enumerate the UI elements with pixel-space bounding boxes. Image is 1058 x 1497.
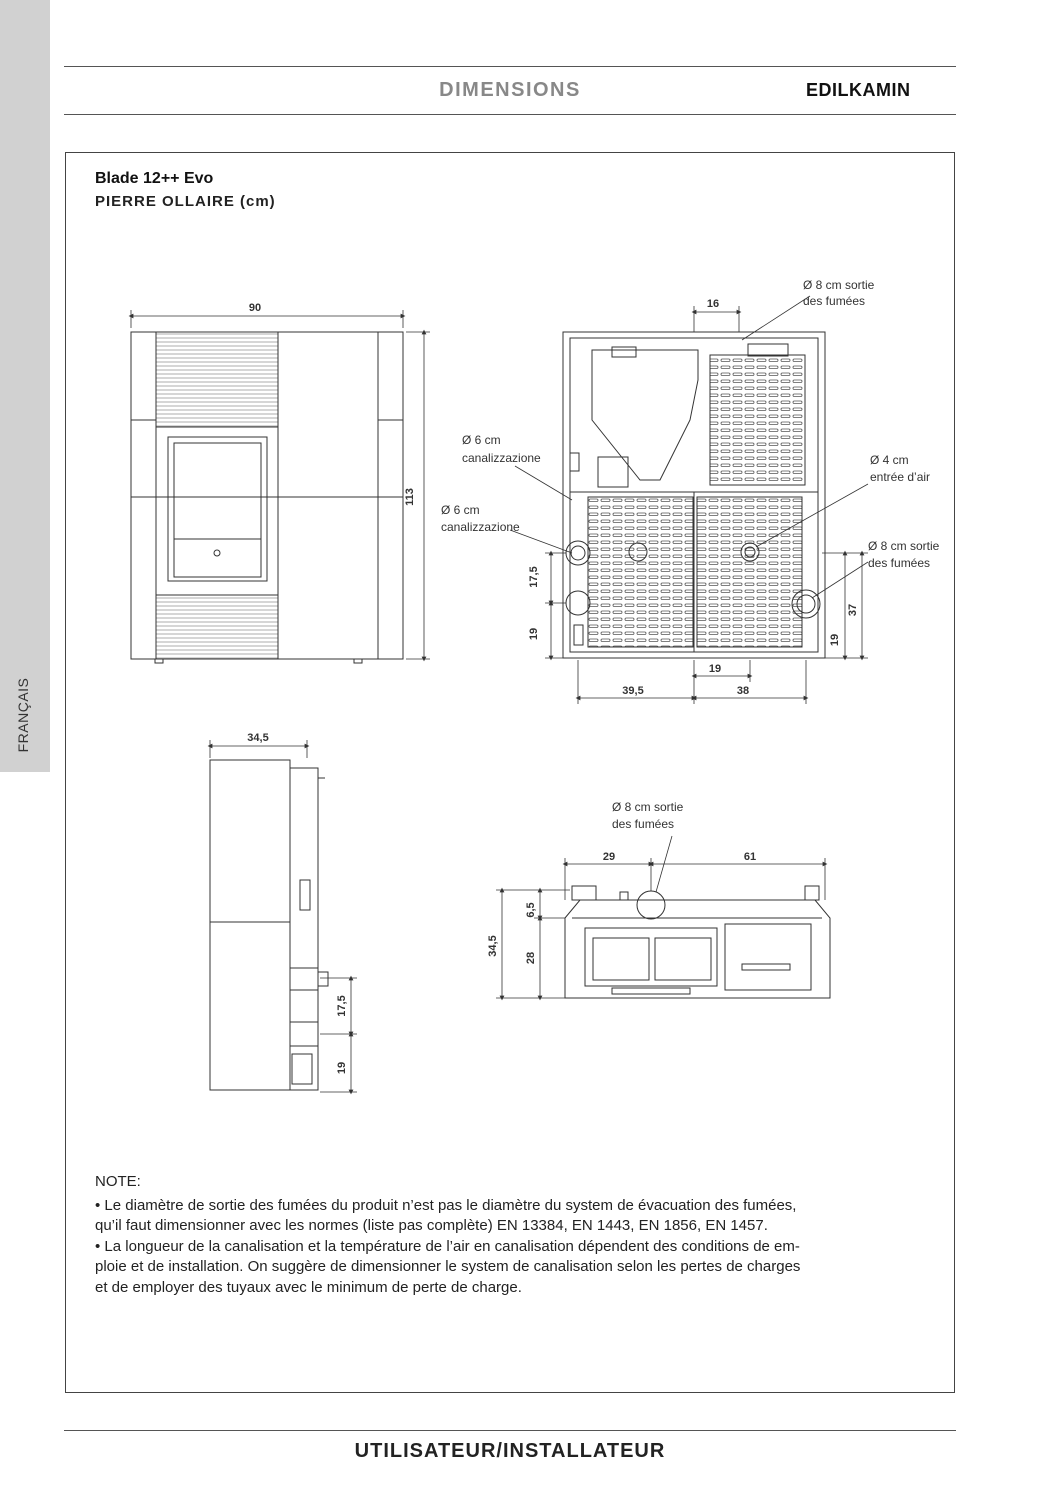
note-title: NOTE: — [95, 1173, 141, 1190]
rear-w-38-dim: 38 — [736, 685, 750, 697]
rear-duct1-label-2: canalizzazione — [462, 451, 541, 465]
top-d-6-5-dim: 6,5 — [525, 902, 537, 918]
side-h-19-dim: 19 — [336, 1061, 348, 1075]
rear-flue-top-label-2: des fumées — [803, 294, 866, 308]
rear-flue-side-label-2: des fumées — [868, 556, 931, 570]
material-label: PIERRE OLLAIRE (cm) — [95, 193, 276, 210]
rear-flue-side-label-1: Ø 8 cm sortie — [868, 539, 940, 553]
rear-duct2-label-1: Ø 6 cm — [441, 503, 480, 517]
top-w-29-dim: 29 — [602, 851, 616, 863]
rear-w-39-5-dim: 39,5 — [622, 685, 644, 697]
footer-rule — [64, 1430, 956, 1431]
side-view — [210, 760, 328, 1090]
side-dims — [210, 740, 357, 1092]
rear-view — [563, 332, 825, 658]
side-depth-dim: 34,5 — [247, 732, 269, 744]
rear-h-19-left-dim: 19 — [528, 627, 540, 641]
note-line: • La longueur de la canalisation et la température de l’air en canalisation dépendent des conditions de em- — [95, 1238, 800, 1255]
front-height-dim: 113 — [404, 488, 416, 506]
top-w-61-dim: 61 — [743, 851, 757, 863]
top-flue-label-2: des fumées — [612, 817, 675, 831]
language-label: FRANÇAIS — [15, 677, 31, 753]
front-view — [131, 332, 403, 663]
rear-duct2-label-2: canalizzazione — [441, 520, 520, 534]
top-d-28-dim: 28 — [525, 951, 537, 965]
brand-name: EDILKAMIN — [806, 80, 911, 100]
note-line: ploie et de installation. On suggère de dimensionner le system de canalisation selon les pertes de charges — [95, 1258, 801, 1275]
rear-h-17-5-dim: 17,5 — [528, 566, 540, 588]
note-line: • Le diamètre de sortie des fumées du produit n’est pas le diamètre du system de évacuation des fumées, — [95, 1197, 797, 1214]
front-width-dim: 90 — [248, 302, 262, 314]
note-line: qu’il faut dimensionner avec les normes (liste pas complète) EN 13384, EN 1443, EN 1856, EN 1457. — [95, 1217, 768, 1234]
top-dims — [496, 836, 825, 998]
page-title: DIMENSIONS — [439, 79, 581, 101]
top-view — [565, 886, 830, 998]
note-line: et de employer des tuyaux avec le minimum de perte de charge. — [95, 1279, 522, 1296]
rear-air-label-1: Ø 4 cm — [870, 453, 909, 467]
rear-duct1-label-1: Ø 6 cm — [462, 433, 501, 447]
footer-label: UTILISATEUR/INSTALLATEUR — [354, 1440, 666, 1462]
top-d-34-5-dim: 34,5 — [487, 935, 499, 957]
rear-w-19-dim: 19 — [708, 663, 722, 675]
rear-top-offset-dim: 16 — [706, 298, 720, 310]
rear-air-label-2: entrée d’air — [870, 470, 931, 484]
model-name: Blade 12++ Evo — [95, 170, 214, 187]
rear-flue-top-label-1: Ø 8 cm sortie — [803, 278, 875, 292]
top-flue-label-1: Ø 8 cm sortie — [612, 800, 684, 814]
rear-h-37-dim: 37 — [847, 603, 859, 617]
rear-h-19-right-dim: 19 — [829, 633, 841, 647]
side-h-17-5-dim: 17,5 — [336, 995, 348, 1017]
